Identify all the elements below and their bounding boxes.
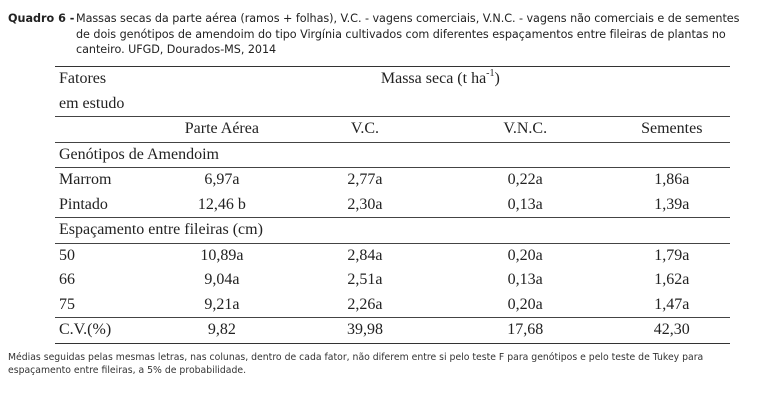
table-row	[55, 243, 730, 268]
row-label: Marrom	[55, 168, 151, 193]
row-label: C.V.(%)	[55, 318, 151, 344]
section-row-spacing	[55, 218, 730, 244]
column-header-vc: V.C.	[293, 117, 437, 143]
table-cell: 0,13a	[507, 271, 543, 289]
row-label: 66	[59, 271, 75, 289]
table-cell: 2,77a	[293, 168, 437, 193]
factors-label-1: Fatores	[55, 67, 151, 92]
table-cell: 6,97a	[151, 168, 293, 193]
table-cell: 9,21a	[204, 295, 240, 313]
column-header-vnc: V.N.C.	[437, 117, 614, 143]
table-cell: 1,86a	[614, 168, 730, 193]
caption-text: Massas secas da parte aérea (ramos + folhas), V.C. - vagens comerciais, V.N.C. - vagens não comerciais e de sementes de dois genótipos de amendoim do tipo Virgínia cultivados com diferentes espaçamentos entre fileiras de plantas no canteiro. UFGD, Dourados-MS, 2014	[76, 12, 740, 56]
table-cell: 2,51a	[347, 271, 383, 289]
table-cell: 9,82	[151, 318, 293, 344]
table-row	[55, 193, 730, 218]
data-table	[55, 66, 730, 344]
unit-exponent: -1	[486, 68, 495, 80]
table-cell: 1,47a	[654, 295, 690, 313]
row-label: Pintado	[59, 195, 108, 213]
header-row-1	[55, 67, 730, 92]
cv-row	[55, 318, 730, 344]
table-row	[55, 168, 730, 193]
table-cell: 2,26a	[347, 295, 383, 313]
table-caption	[8, 11, 750, 58]
table-cell: 0,22a	[437, 168, 614, 193]
table-cell: 1,79a	[614, 243, 730, 268]
column-header-sementes: Sementes	[614, 117, 730, 143]
table-cell: 10,89a	[151, 243, 293, 268]
table-footnote: Médias seguidas pelas mesmas letras, nas colunas, dentro de cada fator, não diferem entre si pelo teste F para genótipos e pelo teste de Tukey para espaçamento entre fileiras, a 5% de probabilidade.	[8, 352, 704, 376]
table-cell: 1,62a	[654, 271, 690, 289]
table-cell: 17,68	[437, 318, 614, 344]
table-cell: 12,46 b	[197, 195, 246, 213]
table-cell: 1,39a	[654, 195, 690, 213]
table-row	[55, 268, 730, 293]
table-cell: 0,13a	[507, 195, 543, 213]
section-genotypes: Genótipos de Amendoim	[55, 142, 730, 168]
row-label: 50	[55, 243, 151, 268]
table-cell: 9,04a	[204, 271, 240, 289]
table-cell: 42,30	[614, 318, 730, 344]
section-row-genotypes	[55, 142, 730, 168]
section-spacing: Espaçamento entre fileiras (cm)	[55, 218, 730, 244]
column-header-parte-aerea: Parte Aérea	[151, 117, 293, 143]
caption-label: Quadro 6 -	[8, 12, 75, 25]
factors-label-2: em estudo	[59, 94, 125, 112]
group-header: Massa seca (t $ha^{-1}$)	[151, 67, 730, 92]
table-cell: 0,20a	[437, 243, 614, 268]
header-row-2	[55, 92, 730, 117]
table-cell: 39,98	[293, 318, 437, 344]
row-label: 75	[59, 295, 75, 313]
column-header-row	[55, 117, 730, 143]
table-cell: 2,84a	[293, 243, 437, 268]
table-cell: 0,20a	[507, 295, 543, 313]
table-row	[55, 293, 730, 318]
table-cell: 2,30a	[347, 195, 383, 213]
